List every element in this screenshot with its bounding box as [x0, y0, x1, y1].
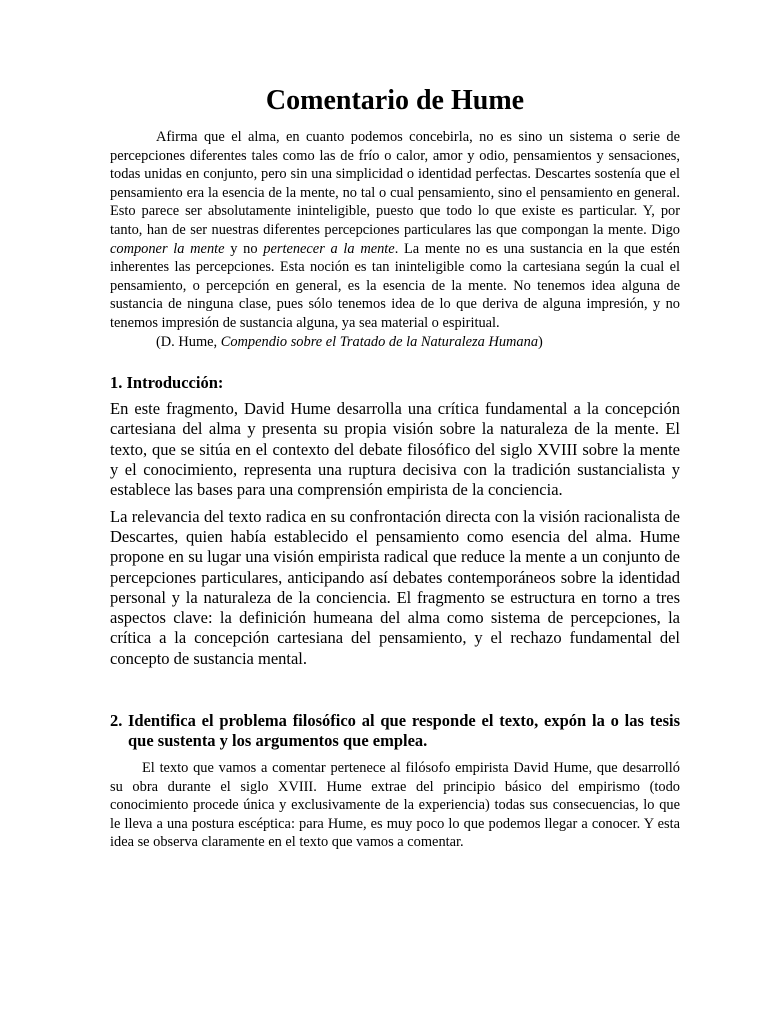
quote-citation: [156, 333, 680, 352]
hume-quote: [110, 128, 680, 333]
section-1-paragraph-1: En este fragmento, David Hume desarrolla una crítica fundamental a la concepción cartesiana del alma y presenta su propia visión sobre la naturaleza de la mente. El texto, que se sitúa en el contexto del debate filosófico del siglo XVIII sobre la mente y el conocimiento, representa una ruptura decisiva con la tradición sustancialista y establece las bases para una comprensión empirista de la conciencia.: [110, 399, 680, 500]
section-2-heading: [110, 711, 680, 751]
section-2-paragraph: El texto que vamos a comentar pertenece al filósofo empirista David Hume, que desarrolló su obra durante el siglo XVIII. Hume extrae del principio básico del empirismo (todo conocimiento procede única y exclusivamente de la experiencia) todas sus consecuencias, lo que le lleva a una postura escéptica: para Hume, es muy poco lo que podemos llegar a conocer. Y esta idea se observa claramente en el texto que vamos a comentar.: [110, 759, 680, 851]
quote-emphasis-componer: componer la mente: [110, 240, 225, 257]
quote-text-part3: . La mente no es una sustancia en la que estén inherentes las percepciones. Esta noción es tan ininteligible como la cartesiana según la cual el pensamiento, o percepción en general, es la esencia de la mente. No tenemos idea alguna de sustancia de ninguna clase, pues sólo tenemos idea de lo que deriva de alguna impresión, y no tenemos impresión de sustancia alguna, ya sea material o espiritual.: [110, 240, 680, 331]
section-2-heading-text: Identifica el problema filosófico al que responde el texto, expón la o las tesis que sustenta y los argumentos que emplea.: [128, 710, 680, 750]
section-1-heading: 1. Introducción:: [110, 373, 224, 393]
quote-emphasis-pertenecer: pertenecer a la mente: [263, 240, 395, 257]
section-1-paragraph-2: La relevancia del texto radica en su confrontación directa con la visión racionalista de Descartes, quien había establecido el pensamiento como esencia del alma. Hume propone en su lugar una visión empirista radical que reduce la mente a un conjunto de percepciones particulares, anticipando así debates contemporáneos sobre la identidad personal y la naturaleza de la conciencia. El fragmento se estructura en torno a tres aspectos clave: la definición humeana del alma como sistema de percepciones, la crítica a la concepción cartesiana del pensamiento, y el rechazo fundamental del concepto de sustancia mental.: [110, 506, 680, 668]
citation-prefix: (D. Hume,: [156, 333, 221, 350]
quote-text-part1: Afirma que el alma, en cuanto podemos concebirla, no es sino un sistema o serie de percepciones diferentes tales como las de frío o calor, amor y odio, pensamientos y sensaciones, todas unidas en conjunto, pero sin una simplicidad o identidad perfectas. Descartes sostenía que el pensamiento era la esencia de la mente, no tal o cual pensamiento, sino el pensamiento en general. Esto parece ser absolutamente ininteligible, puesto que todo lo que existe es particular. Y, por tanto, han de ser nuestras diferentes percepciones particulares las que compongan la mente. Digo: [110, 129, 680, 238]
quote-text-part2: y no: [224, 240, 264, 257]
citation-suffix: ): [538, 333, 543, 350]
citation-work-title: Compendio sobre el Tratado de la Naturaleza Humana: [220, 333, 539, 350]
section-2-number: 2.: [110, 710, 123, 730]
page-title: Comentario de Hume: [265, 85, 525, 116]
